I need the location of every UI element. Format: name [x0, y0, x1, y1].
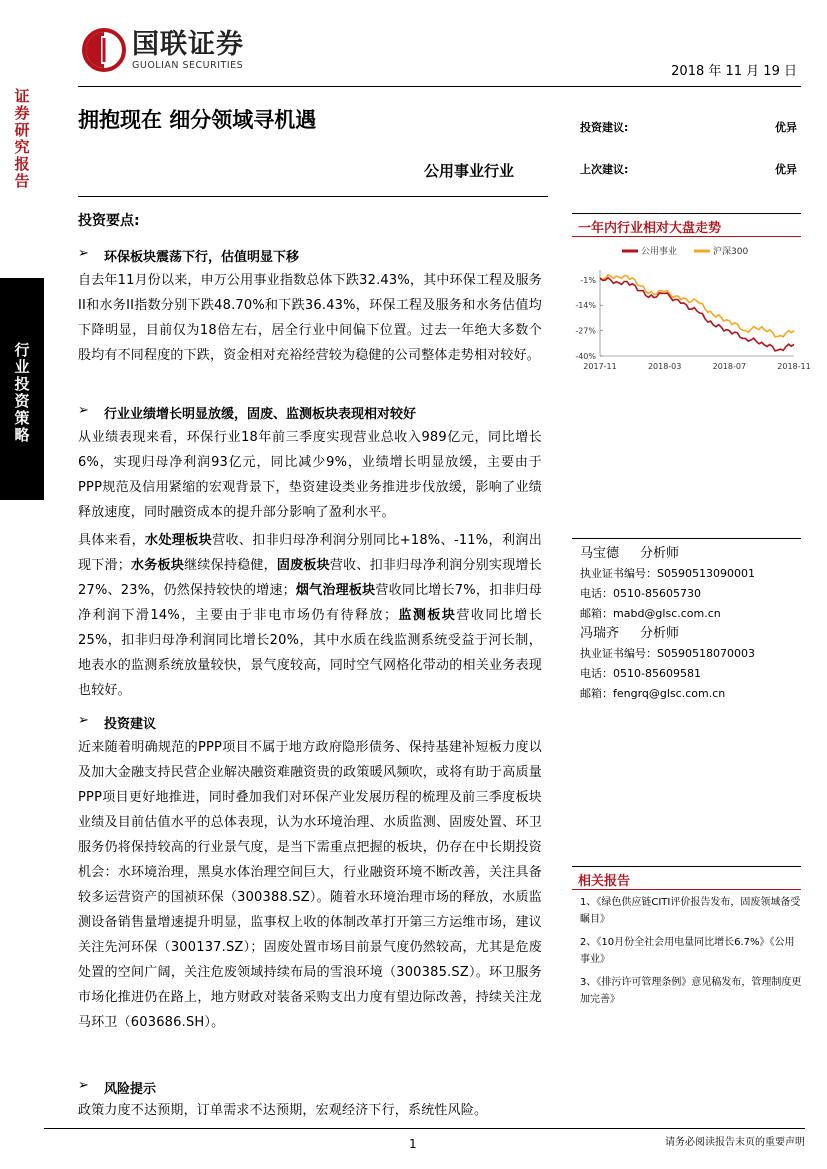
- analyst-email[interactable]: fengrq@glsc.com.cn: [613, 687, 726, 700]
- analyst-email[interactable]: mabd@glsc.com.cn: [613, 607, 721, 620]
- chart-title: 一年内行业相对大盘走势: [578, 221, 722, 236]
- keyword-flue-gas: 烟气治理板块: [295, 583, 376, 598]
- previous-rating-label: 上次建议:: [580, 163, 629, 176]
- x-tick-label: 2018-07: [712, 362, 747, 371]
- analyst-card-2: 冯瑞齐 分析师 执业证书编号：S0590518070003 电话：0510-85609581 邮箱：fengrq@glsc.com.cn: [580, 626, 755, 700]
- report-title: 拥抱现在 细分领域寻机遇: [78, 107, 317, 132]
- chart-title-rule: [572, 236, 801, 237]
- section-heading-4: [78, 1078, 156, 1097]
- brand-emblem-icon: [82, 28, 126, 72]
- section-heading-text: 行业业绩增长明显放缓，固废、监测板块表现相对较好: [104, 407, 417, 422]
- y-tick-label: -27%: [575, 326, 596, 336]
- analyst-cert: S0590518070003: [657, 647, 755, 660]
- brand-name-cn: 国联证券: [132, 28, 244, 60]
- y-tick-label: -1%: [580, 275, 596, 285]
- section-heading-text: 环保板块震荡下行，估值明显下移: [104, 250, 300, 265]
- keyword-water-treatment: 水处理板块: [145, 533, 213, 548]
- related-top-rule: [572, 866, 801, 867]
- analyst-phone: 0510-85605730: [613, 587, 701, 600]
- analyst-card-1: 马宝德 分析师 执业证书编号：S0590513090001 电话：0510-85605730 邮箱：mabd@glsc.com.cn: [580, 546, 755, 620]
- related-heading-rule: [572, 889, 801, 890]
- disclaimer-note: 请务必阅读报告末页的重要声明: [665, 1137, 805, 1148]
- keyword-water-utility: 水务板块: [130, 558, 185, 573]
- side-tab-report-category-label: 行业投资策略: [12, 342, 31, 444]
- section-heading-text: 风险提示: [104, 1082, 157, 1097]
- section-2-paragraph: 从业绩表现来看，环保行业18年前三季度实现营业总收入989亿元，同比增长6%，实现归母净利润93亿元，同比减少9%，业绩增长明显放缓，主要由于PPP规范及信用紧缩的宏观背景下，垫资建设类业务推进步伐放缓，影响了业绩释放速度，同时融资成本的提升部分影响了盈利水平。: [78, 430, 542, 520]
- brand-name-en: GUOLIAN SECURITIES: [132, 59, 244, 71]
- current-rating-label: 投资建议:: [580, 121, 629, 134]
- bullet-arrow-icon: ➢: [78, 713, 89, 728]
- side-tab-report-type: [0, 88, 44, 268]
- y-tick-label: -40%: [575, 352, 596, 361]
- section-heading-text: 投资建议: [104, 717, 157, 732]
- keyword-monitoring: 监测板块: [397, 608, 457, 623]
- series-line-公用事业: [600, 278, 794, 351]
- y-tick-label: -14%: [575, 301, 596, 311]
- section-1-paragraph: 自去年11月份以来，申万公用事业指数总体下跌32.43%，其中环保工程及服务II和水务II指数分别下跌48.70%和下跌36.43%，环保工程及服务和水务估值均下降明显，目前仅为18倍左右，居全行业中间偏下位置。过去一年绝大多数个股均有不同程度的下跌，资金相对充裕经营较为稳健的公司整体走势相对较好。: [78, 273, 542, 363]
- analyst-cert: S0590513090001: [657, 567, 755, 580]
- section-4-paragraph: 政策力度不达预期，订单需求不达预期，宏观经济下行，系统性风险。: [78, 1103, 488, 1118]
- previous-rating-value: 优异: [775, 163, 797, 176]
- footer-rule: [44, 1128, 805, 1129]
- header-rule: [78, 86, 801, 87]
- section-2-detail-paragraph: 具体来看，水处理板块营收、扣非归母净利润分别同比+18%、-11%，利润出现下滑；水务板块继续保持稳健，固废板块营收、扣非归母净利润分别实现增长27%、23%，仍然保持较快的增速；烟气治理板块营收同比增长7%，扣非归母净利润下滑14%，主要由于非电市场仍有待释放；监测板块营收同比增长25%，扣非归母净利润同比增长20%，其中水质在线监测系统受益于河长制，地表水的监测系统放量较快，景气度较高，同时空气网格化带动的相关业务表现也较好。: [78, 533, 542, 698]
- relative-performance-chart: [572, 238, 811, 378]
- analyst-phone: 0510-85609581: [613, 667, 701, 680]
- keyword-solid-waste: 固废板块: [276, 558, 330, 573]
- analyst-role: 分析师: [640, 626, 680, 641]
- section-heading-1: [78, 246, 299, 265]
- related-reports-heading: 相关报告: [578, 874, 631, 889]
- side-tab-report-category: [0, 278, 44, 500]
- legend-label-0: 公用事业: [641, 247, 678, 257]
- title-rule: [78, 196, 548, 197]
- analyst-role: 分析师: [640, 546, 680, 561]
- brand-logo: [82, 28, 244, 72]
- related-report-item[interactable]: 1、《绿色供应链CITI评价报告发布，固废领域备受瞩目》: [580, 897, 801, 925]
- x-tick-label: 2017-11: [583, 362, 617, 371]
- chart-top-rule: [572, 213, 801, 214]
- summary-heading: 投资要点:: [78, 213, 140, 229]
- section-heading-2: [78, 403, 416, 422]
- bullet-arrow-icon: ➢: [78, 1078, 89, 1093]
- analyst-name: 冯瑞齐: [580, 626, 620, 641]
- analyst-name: 马宝德: [580, 546, 620, 561]
- section-heading-3: [78, 713, 156, 732]
- related-report-item[interactable]: 2、《10月份全社会用电量同比增长6.7%》《公用事业》: [580, 937, 795, 965]
- page-number: 1: [409, 1137, 417, 1151]
- x-tick-label: 2018-03: [647, 362, 682, 371]
- current-rating-value: 优异: [775, 121, 797, 134]
- analyst-top-rule: [572, 538, 801, 539]
- related-report-item[interactable]: 3、《排污许可管理条例》意见稿发布，管理制度更加完善》: [580, 977, 802, 1005]
- x-tick-label: 2018-11: [777, 362, 811, 371]
- report-date: 2018 年 11 月 19 日: [671, 64, 797, 79]
- legend-label-1: 沪深300: [713, 247, 749, 257]
- section-3-paragraph: 近来随着明确规范的PPP项目不属于地方政府隐形债务、保持基建补短板力度以及加大金融支持民营企业解决融资难融资贵的政策暖风频吹，或将有助于高质量PPP项目更好地推进，同时叠加我们对环保产业发展历程的梳理及前三季度板块业绩及目前估值水平的总体表现，认为水环境治理、水质监测、固废处置、环卫服务仍将保持较高的行业景气度，是当下需重点把握的板块，仍存在中长期投资机会：水环境治理，黑臭水体治理空间巨大，行业融资环境不断改善，关注具备较多运营资产的国祯环保（300388.SZ）。随着水环境治理市场的释放，水质监测设备销售量增速提升明显，监事权上收的体制改革打开第三方运维市场，建议关注先河环保（300137.SZ）；固废处置市场目前景气度仍然较高，尤其是危废处置的空间广阔，关注危废领域持续布局的雪浪环境（300385.SZ）。环卫服务市场化推进仍在路上，地方财政对装备采购支出力度有望边际改善，持续关注龙马环卫（603686.SH）。: [78, 740, 542, 1030]
- side-tab-report-type-label: 证券研究报告: [12, 88, 31, 190]
- bullet-arrow-icon: ➢: [78, 403, 89, 418]
- bullet-arrow-icon: ➢: [78, 246, 89, 261]
- industry-name: 公用事业行业: [423, 162, 514, 180]
